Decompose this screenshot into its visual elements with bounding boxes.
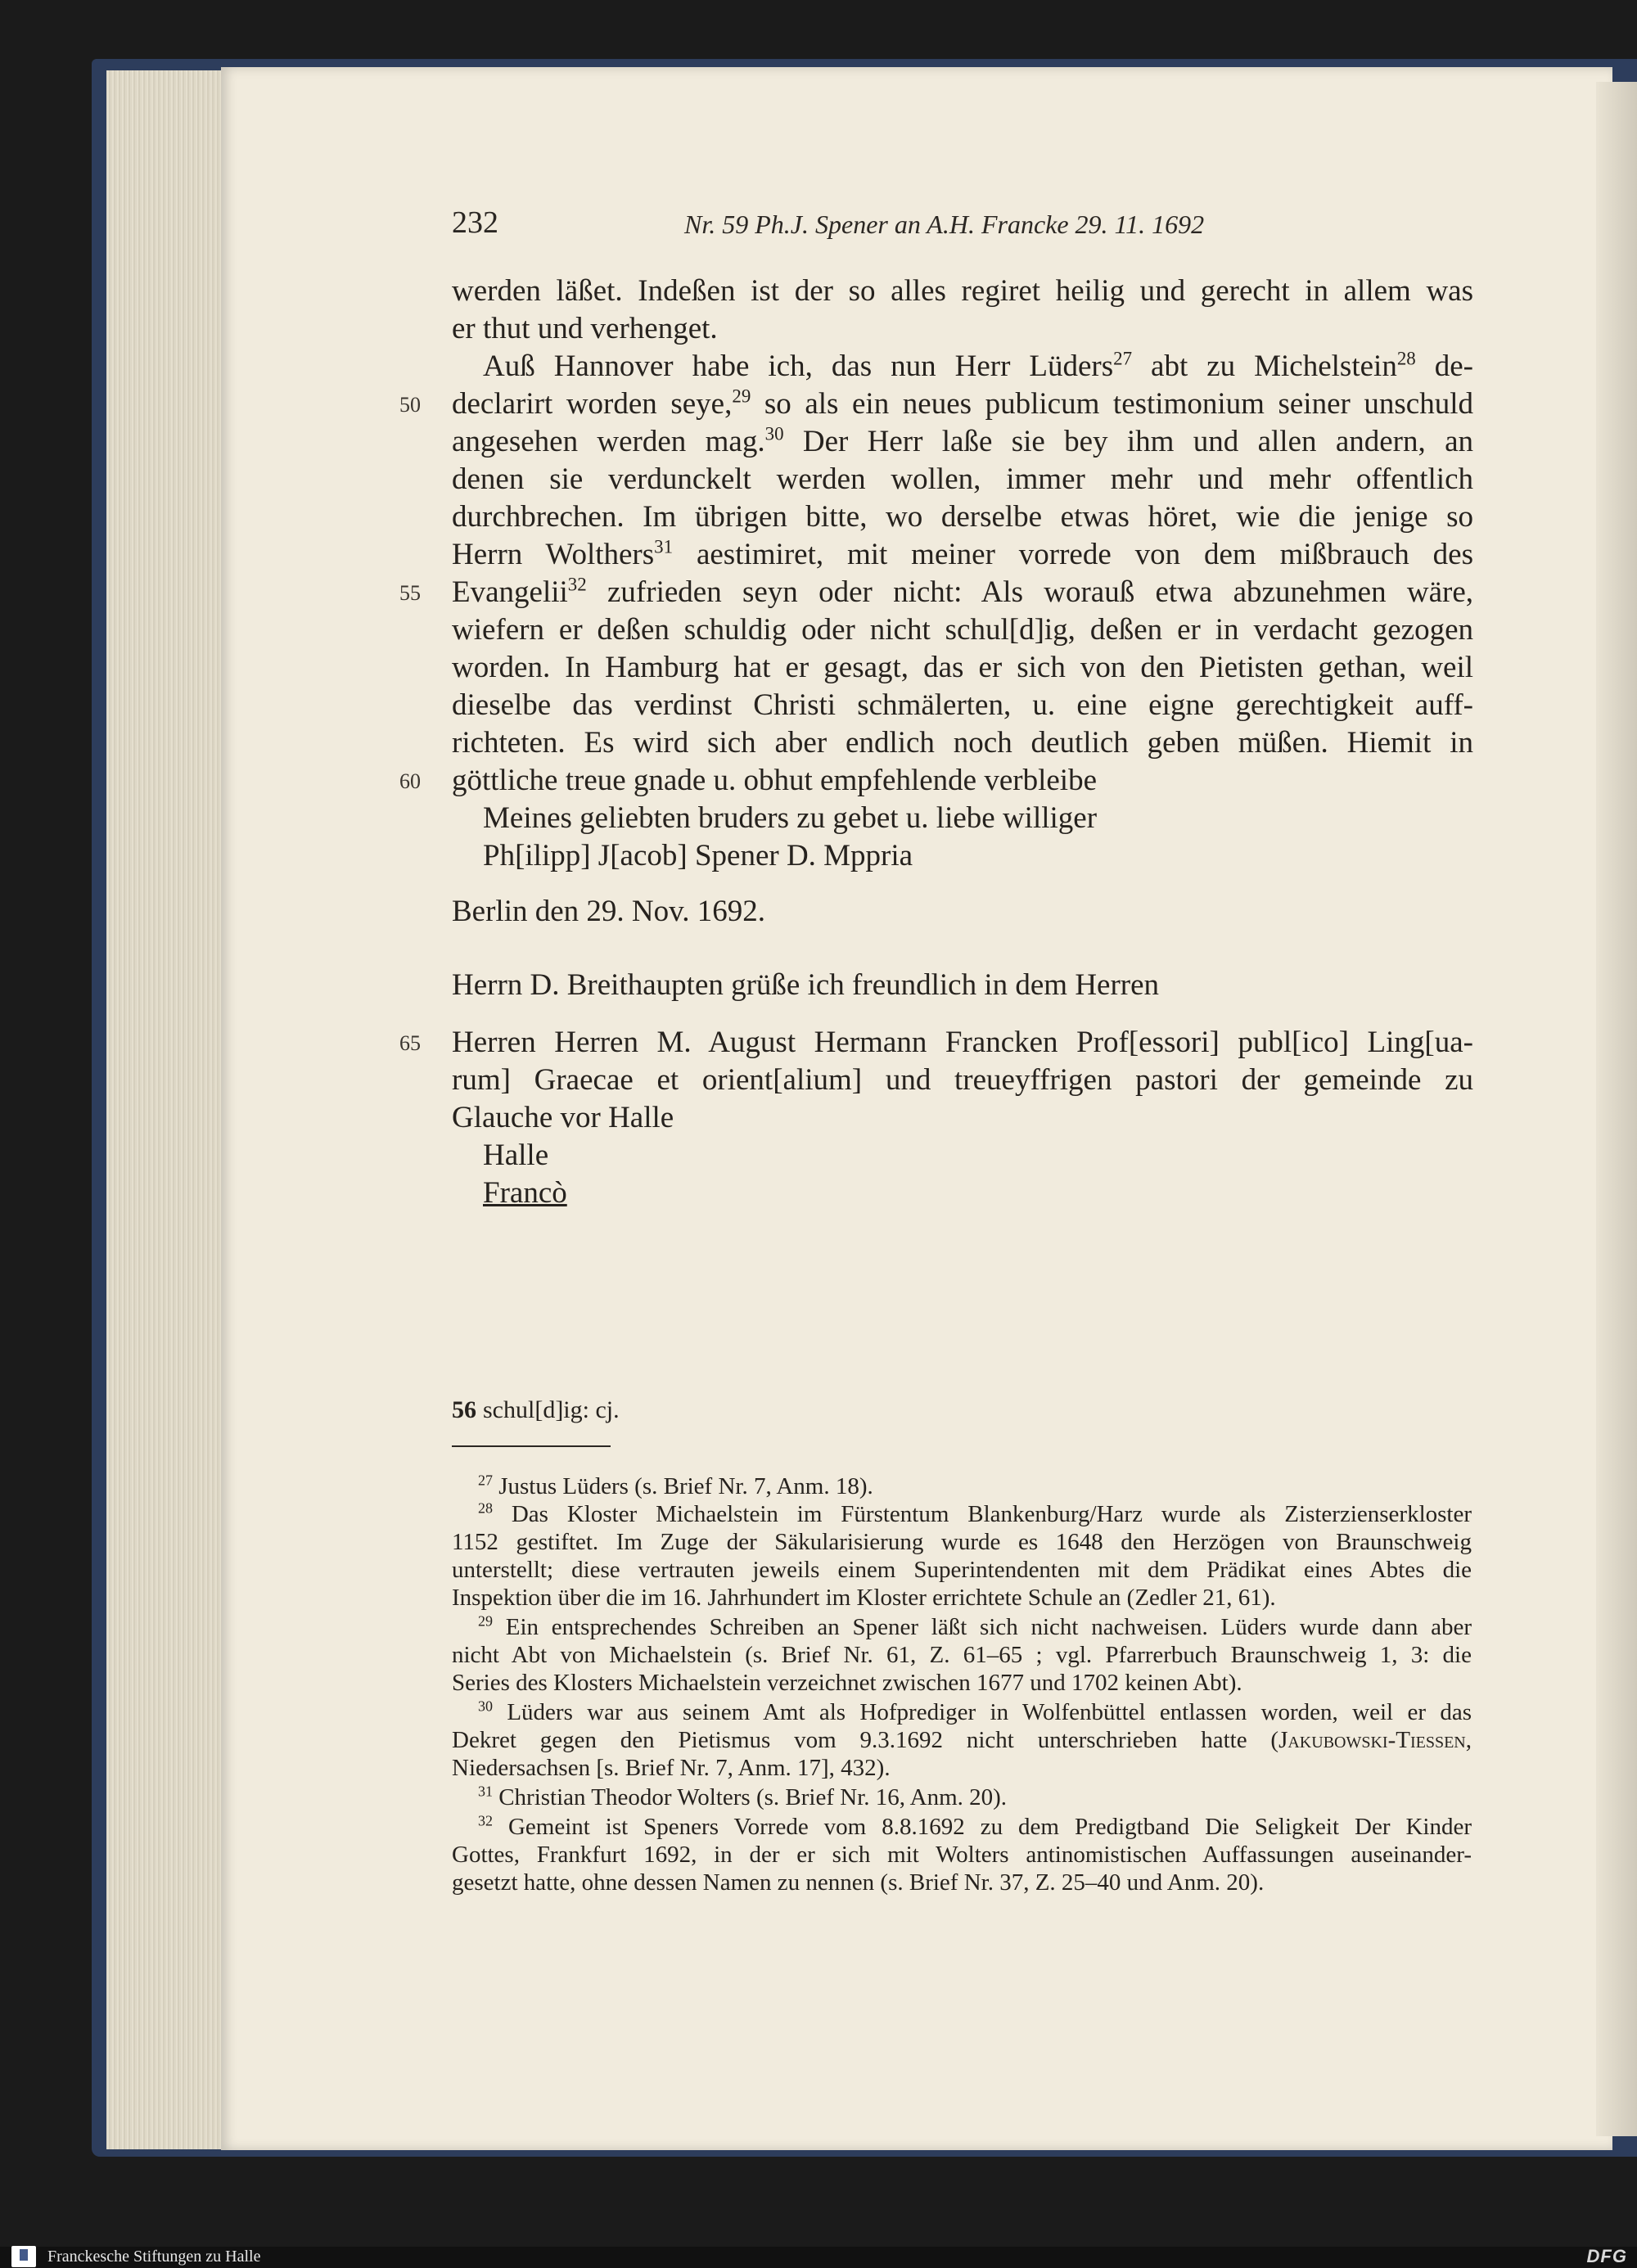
footnote-author: Jakubowski-Tiessen xyxy=(1278,1727,1466,1753)
body-line: dieselbe das verdinst Christi schmälerten, u. eine eigne gerechtigkeit auff- xyxy=(452,688,1473,722)
text-fragment: abt zu Michelstein xyxy=(1132,349,1397,383)
footnote-line: gesetzt hatte, ohne dessen Namen zu nennen (s. Brief Nr. 37, Z. 25–40 und Anm. 20). xyxy=(452,1869,1265,1896)
footnote-line: unterstellt; diese vertrauten jeweils einem Superintendenten mit dem Prädikat eines Abtes die xyxy=(452,1557,1472,1583)
body-line: er thut und verhenget. xyxy=(452,312,718,345)
text-fragment: angesehen werden mag. xyxy=(452,425,765,458)
body-line xyxy=(452,424,1473,459)
footnote-text: Lüders war aus seinem Amt als Hofprediger in Wolfenbüttel entlassen worden, weil er das xyxy=(507,1699,1472,1725)
footnote-rule xyxy=(452,1445,611,1447)
text-fragment: Auß Hannover habe ich, das nun Herr Lüders xyxy=(483,349,1114,383)
date-line: Berlin den 29. Nov. 1692. xyxy=(452,895,765,928)
body-line: durchbrechen. Im übrigen bitte, wo derselbe etwas höret, wie die jenige so xyxy=(452,500,1473,534)
footnote-number: 29 xyxy=(478,1612,493,1630)
running-head: Nr. 59 Ph.J. Spener an A.H. Francke 29. 11. 1692 xyxy=(684,210,1205,239)
footnote-text: Dekret gegen den Pietismus vom 9.3.1692 nicht unterschrieben hatte ( xyxy=(452,1727,1279,1753)
address-line: rum] Graecae et orient[alium] und treueyffrigen pastori der gemeinde zu xyxy=(452,1063,1473,1097)
body-line: wiefern er deßen schuldig oder nicht schul[d]ig, deßen er in verdacht gezogen xyxy=(452,613,1473,647)
body-line xyxy=(452,575,1473,610)
text-fragment: aestimiret, mit meiner vorrede von dem mißbrauch des xyxy=(673,538,1474,571)
footnote xyxy=(478,1473,1472,1500)
text-fragment: declarirt worden seye, xyxy=(452,387,733,421)
body-line: denen sie verdunckelt werden wollen, immer mehr und mehr offentlich xyxy=(452,462,1473,496)
footer-source: Franckesche Stiftungen zu Halle xyxy=(47,2248,261,2266)
footnote-ref: 31 xyxy=(654,536,674,557)
footnote xyxy=(478,1614,1472,1641)
text-fragment: zufrieden seyn oder nicht: Als worauß etwa abzunehmen wäre, xyxy=(586,575,1473,609)
apparatus-text: schul[d]ig: cj. xyxy=(483,1396,620,1423)
text-fragment: Evangelii xyxy=(452,575,568,609)
body-line xyxy=(452,537,1473,572)
footnote-ref: 30 xyxy=(764,423,784,444)
footnote-text: , xyxy=(1465,1727,1472,1753)
footnote-line: nicht Abt von Michaelstein (s. Brief Nr. 61, Z. 61–65 ; vgl. Pfarrerbuch Braunschweig 1, 3: die xyxy=(452,1642,1472,1668)
dfg-logo: DFG xyxy=(1586,2246,1627,2266)
footnote-text: Christian Theodor Wolters (s. Brief Nr. 16, Anm. 20). xyxy=(498,1784,1008,1810)
footnote-ref: 29 xyxy=(732,386,751,407)
footnote-number: 27 xyxy=(478,1472,493,1489)
footnote xyxy=(478,1699,1472,1726)
line-number: 55 xyxy=(399,581,421,605)
body-line xyxy=(483,349,1473,384)
page-number: 232 xyxy=(452,205,498,240)
franco-text: Francò xyxy=(483,1176,567,1210)
closing-line: Meines geliebten bruders zu gebet u. liebe williger xyxy=(483,801,1098,835)
apparatus-line-ref: 56 xyxy=(452,1396,476,1423)
body-line: werden läßet. Indeßen ist der so alles regiret heilig und gerecht in allem was xyxy=(452,274,1473,308)
line-number: 60 xyxy=(399,769,421,793)
footnote-ref: 32 xyxy=(567,574,587,595)
footnote-line: Niedersachsen [s. Brief Nr. 7, Anm. 17], 432). xyxy=(452,1755,891,1781)
footnote-ref: 28 xyxy=(1396,348,1416,369)
footnote-text: Justus Lüders (s. Brief Nr. 7, Anm. 18). xyxy=(498,1473,873,1499)
address-city: Halle xyxy=(483,1139,549,1172)
text-fragment: Der Herr laße sie bey ihm und allen andern, an xyxy=(783,425,1473,458)
body-line: göttliche treue gnade u. obhut empfehlende verbleibe xyxy=(452,764,1098,797)
page-block-edge xyxy=(106,70,237,2149)
footnote-line: Gottes, Frankfurt 1692, in der er sich mit Wolters antinomistischen Auffassungen auseinander- xyxy=(452,1842,1472,1868)
text-fragment: de- xyxy=(1415,349,1473,383)
line-number: 50 xyxy=(399,393,421,417)
footnote xyxy=(478,1814,1472,1841)
page-gutter-shade xyxy=(1596,82,1637,2136)
institution-logo-icon xyxy=(11,2246,36,2267)
line-number: 65 xyxy=(399,1031,421,1055)
footnote-line: 1152 gestiftet. Im Zuge der Säkularisierung wurde es 1648 den Herzögen von Braunschweig xyxy=(452,1529,1472,1555)
footnote-number: 28 xyxy=(478,1499,493,1517)
footnote-line: Series des Klosters Michaelstein verzeichnet zwischen 1677 und 1702 keinen Abt). xyxy=(452,1670,1242,1696)
address-line: Herren Herren M. August Hermann Francken Prof[essori] publ[ico] Ling[ua- xyxy=(452,1026,1473,1059)
footnote-text: Das Kloster Michaelstein im Fürstentum Blankenburg/Harz wurde als Zisterzienserkloster xyxy=(511,1501,1472,1527)
footnote xyxy=(478,1501,1472,1528)
footnote-line xyxy=(452,1727,1472,1754)
footnote-text: Ein entsprechendes Schreiben an Spener läßt sich nicht nachweisen. Lüders wurde dann aber xyxy=(505,1614,1472,1640)
footnote-ref: 27 xyxy=(1113,348,1133,369)
footnote-number: 30 xyxy=(478,1698,493,1715)
footnote-number: 31 xyxy=(478,1783,493,1800)
text-fragment: so als ein neues publicum testimonium seiner unschuld xyxy=(751,387,1474,421)
text-fragment: Herrn Wolthers xyxy=(452,538,655,571)
footnote-text: Gemeint ist Speners Vorrede vom 8.8.1692 zu dem Predigtband Die Seligkeit Der Kinder xyxy=(507,1814,1472,1840)
address-franco xyxy=(483,1175,1473,1211)
critical-apparatus xyxy=(452,1396,620,1424)
footnote-number: 32 xyxy=(478,1812,493,1829)
footnote-line: Inspektion über die im 16. Jahrhundert im Kloster errichtete Schule an (Zedler 21, 61). xyxy=(452,1585,1276,1611)
body-line: worden. In Hamburg hat er gesagt, das er sich von den Pietisten gethan, weil xyxy=(452,651,1473,684)
signature: Ph[ilipp] J[acob] Spener D. Mppria xyxy=(483,839,913,872)
address-line: Glauche vor Halle xyxy=(452,1101,674,1134)
footnote xyxy=(478,1784,1472,1811)
postscript: Herrn D. Breithaupten grüße ich freundlich in dem Herren xyxy=(452,968,1160,1002)
body-line xyxy=(452,386,1473,422)
body-line: richteten. Es wird sich aber endlich noch deutlich geben müßen. Hiemit in xyxy=(452,726,1473,760)
